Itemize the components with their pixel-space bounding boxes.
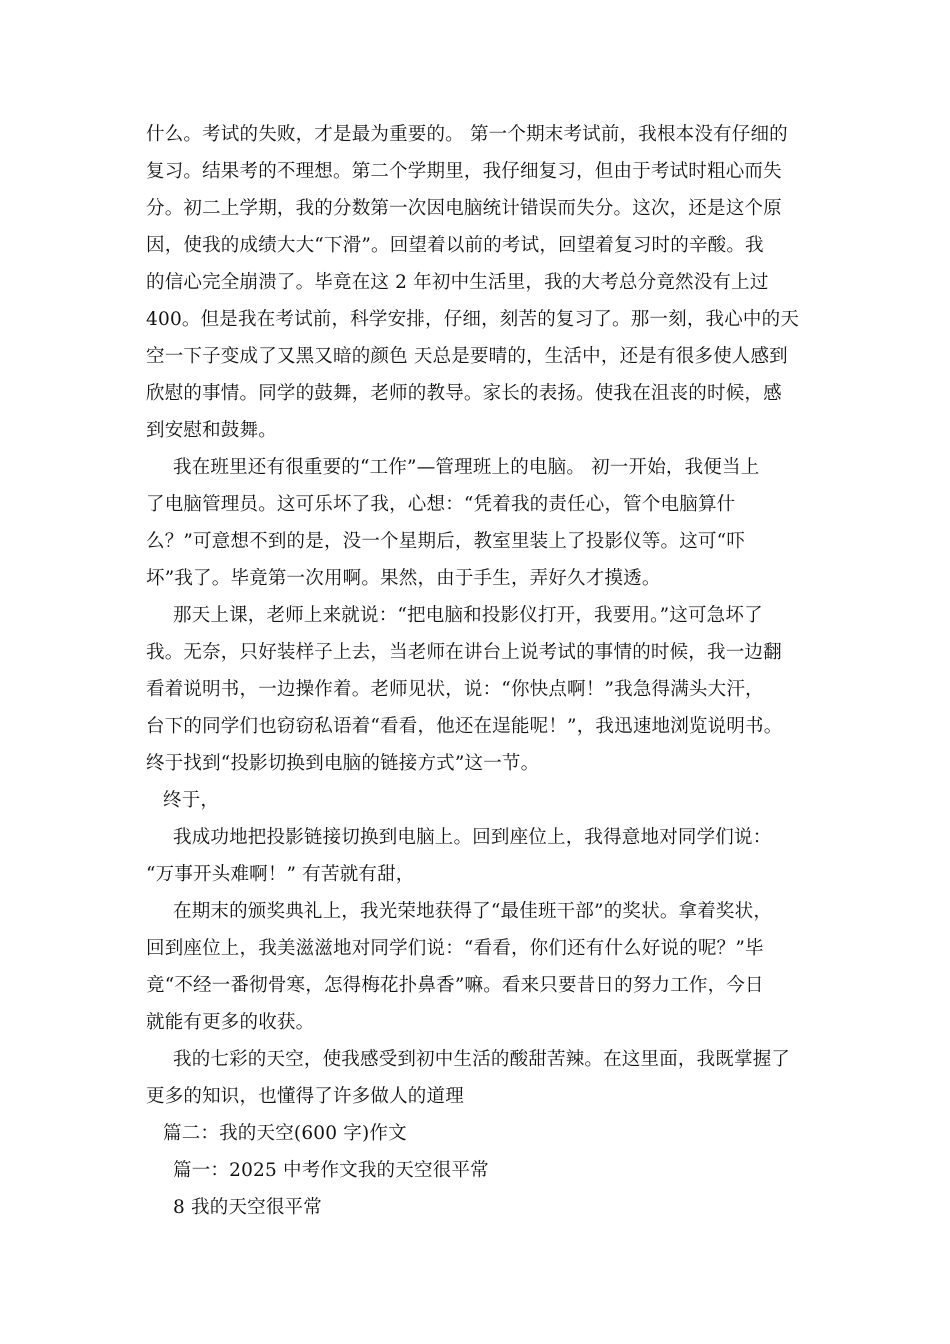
text-line: 坏”我了。毕竟第一次用啊。果然，由于手生，弄好久才摸透。: [146, 568, 661, 589]
text-line: 400。但是我在考试前，科学安排，仔细，刻苦的复习了。那一刻，我心中的天: [146, 309, 800, 330]
text-line: 什么。考试的失败，才是最为重要的。 第一个期末考试前，我根本没有仔细的: [146, 124, 788, 145]
text-line: 的信心完全崩溃了。毕竟在这 2 年初中生活里，我的大考总分竟然没有上过: [146, 272, 769, 293]
text-line: 更多的知识，也懂得了许多做人的道理: [146, 1086, 464, 1107]
text-line: 分。初二上学期，我的分数第一次因电脑统计错误而失分。这次，还是这个原: [146, 198, 782, 219]
section-heading: 8 我的天空很平常: [173, 1197, 322, 1218]
text-line: 复习。结果考的不理想。第二个学期里，我仔细复习，但由于考试时粗心而失: [146, 161, 782, 182]
text-line: “万事开头难啊！” 有苦就有甜，: [146, 864, 415, 885]
text-line: 欣慰的事情。同学的鼓舞，老师的教导。家长的表扬。使我在沮丧的时候，感: [146, 383, 782, 404]
text-line: 在期末的颁奖典礼上，我光荣地获得了“最佳班干部”的奖状。拿着奖状，: [173, 901, 773, 922]
text-line: 我在班里还有很重要的“工作”—管理班上的电脑。 初一开始，我便当上: [173, 457, 760, 478]
text-line: 看着说明书，一边操作着。老师见状，说：“你快点啊！”我急得满头大汗，: [146, 679, 764, 700]
text-line: 终于，: [163, 790, 220, 811]
text-line: 竟“不经一番彻骨寒，怎得梅花扑鼻香”嘛。看来只要昔日的努力工作，今日: [146, 975, 764, 996]
text-line: 终于找到“投影切换到电脑的链接方式”这一节。: [146, 753, 540, 774]
text-line: 那天上课，老师上来就说：“把电脑和投影仪打开，我要用。”这可急坏了: [173, 605, 763, 626]
text-line: 回到座位上，我美滋滋地对同学们说：“看看，你们还有什么好说的呢？”毕: [146, 938, 764, 959]
text-line: 因，使我的成绩大大“下滑”。回望着以前的考试，回望着复习时的辛酸。我: [146, 235, 764, 256]
text-line: 我成功地把投影链接切换到电脑上。回到座位上，我得意地对同学们说：: [173, 827, 772, 848]
section-heading: 篇一：2025 中考作文我的天空很平常: [173, 1160, 489, 1181]
text-line: 了电脑管理员。这可乐坏了我，心想：“凭着我的责任心，管个电脑算什: [146, 494, 736, 515]
text-line: 台下的同学们也窃窃私语着“看看，他还在逞能呢！”，我迅速地浏览说明书。: [146, 716, 783, 737]
text-line: 空一下子变成了又黑又暗的颜色 天总是要晴的，生活中，还是有很多使人感到: [146, 346, 788, 367]
text-line: 到安慰和鼓舞。: [146, 420, 277, 441]
text-line: 我。无奈，只好装样子上去，当老师在讲台上说考试的事情的时候，我一边翻: [146, 642, 782, 663]
text-line: 我的七彩的天空，使我感受到初中生活的酸甜苦辣。在这里面，我既掌握了: [173, 1049, 791, 1070]
text-line: 就能有更多的收获。: [146, 1012, 315, 1033]
section-heading: 篇二：我的天空(600 字)作文: [163, 1123, 407, 1144]
text-line: 么？”可意想不到的是，没一个星期后，教室里装上了投影仪等。这可“吓: [146, 531, 746, 552]
